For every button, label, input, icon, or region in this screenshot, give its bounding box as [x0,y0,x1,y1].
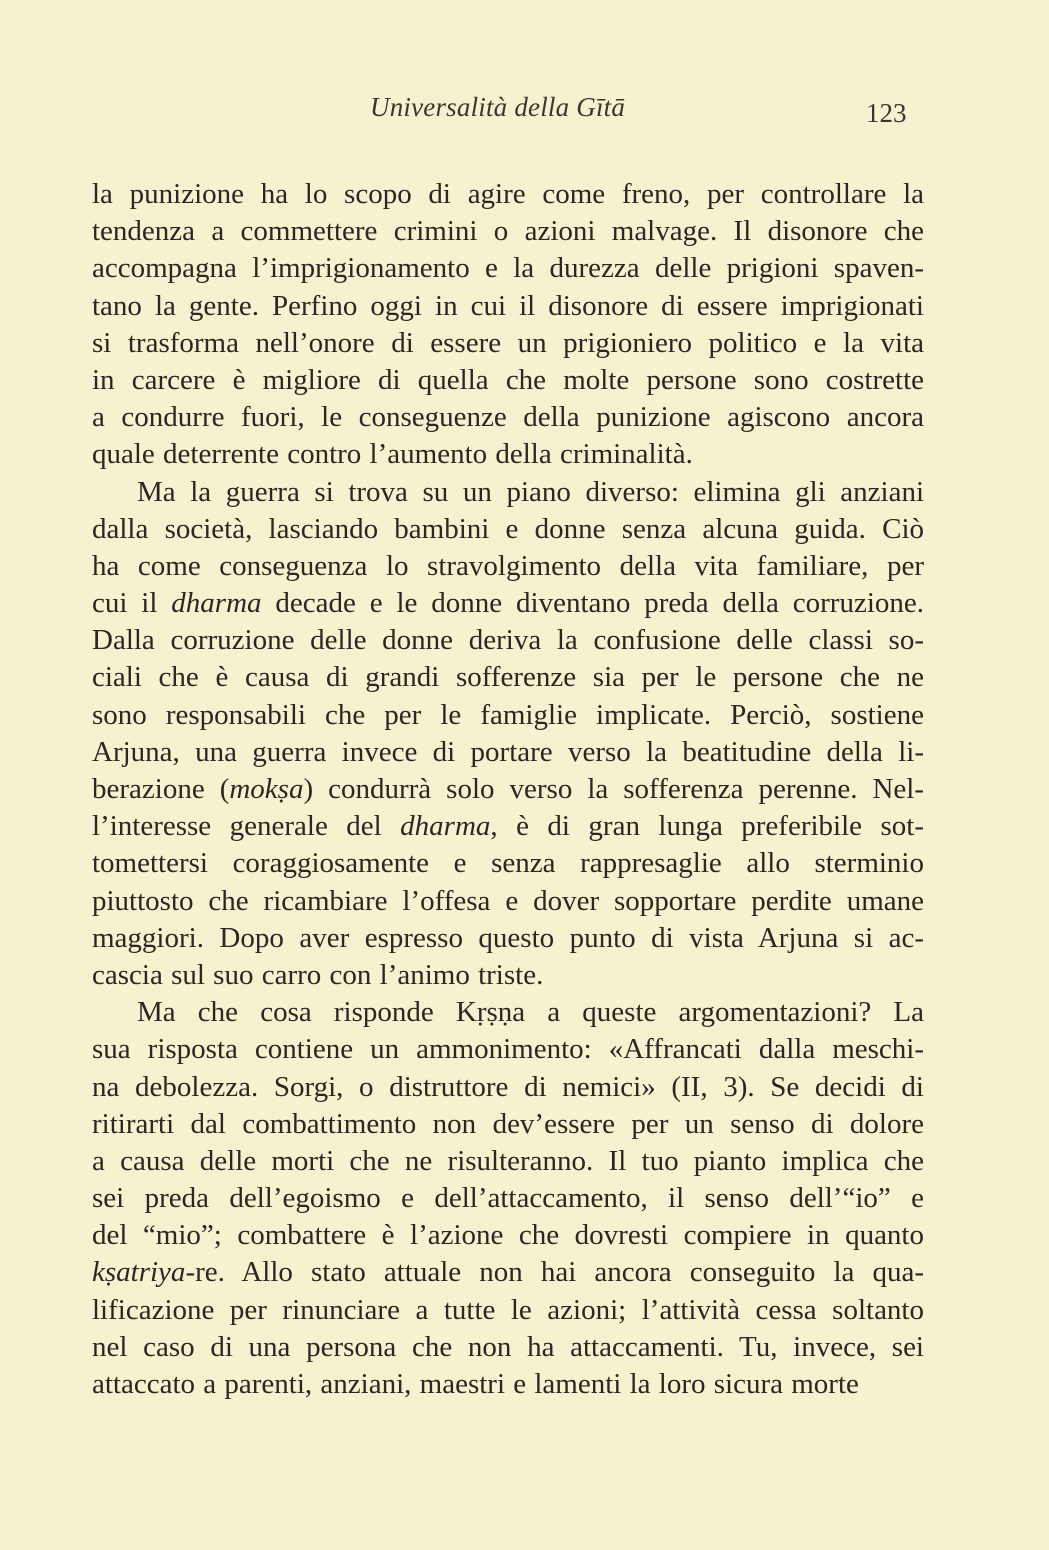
paragraph-2 [92,474,924,995]
text-line: tendenza a commettere crimini o azioni malvage. Il disonore che [92,215,924,248]
text-line: berazione (mokṣa) condurrà solo verso la sofferenza perenne. Nel- [92,773,924,805]
text-line: cascia sul suo carro con l’animo triste. [92,958,544,991]
text-line: accompagna l’imprigionamento e la durezza delle prigioni spaven- [92,252,924,285]
page-header [0,92,1049,132]
text-line: sua risposta contiene un ammonimento: «Affrancati dalla meschi- [92,1033,924,1066]
text-line: l’interesse generale del dharma, è di gran lunga preferibile sot- [92,810,924,843]
text-line: ha come conseguenza lo stravolgimento della vita familiare, per [92,549,924,582]
text-line: a condurre fuori, le conseguenze della punizione agiscono ancora [92,401,924,434]
text-line: si trasforma nell’onore di essere un prigioniero politico e la vita [92,326,924,359]
text-line: sei preda dell’egoismo e dell’attaccamento, il senso dell’“io” e [92,1182,924,1215]
running-title: Universalità della Gītā [370,92,626,122]
text-line: Ma la guerra si trova su un piano diverso: elimina gli anziani [137,475,924,508]
text-line: Ma che cosa risponde Kṛṣṇa a queste argomentazioni? La [137,996,924,1029]
text-line: ritirarti dal combattimento non dev’essere per un senso di dolore [92,1107,924,1140]
text-line: Dalla corruzione delle donne deriva la confusione delle classi so- [92,624,924,657]
text-line: nel caso di una persona che non ha attaccamenti. Tu, invece, sei [92,1330,924,1363]
text-line: cui il dharma decade e le donne diventano preda della corruzione. [92,587,925,620]
text-line: quale deterrente contro l’aumento della criminalità. [92,438,693,471]
text-line: a causa delle morti che ne risulteranno. Il tuo pianto implica che [92,1144,924,1177]
paragraph-3 [92,994,924,1403]
text-line: kṣatriya-re. Allo stato attuale non hai ancora conseguito la qua- [92,1256,924,1289]
text-line: sono responsabili che per le famiglie implicate. Perciò, sostiene [92,698,924,731]
page-number: 123 [866,98,907,128]
text-line: ciali che è causa di grandi sofferenze sia per le persone che ne [92,661,924,694]
paragraph-1 [92,176,924,474]
text-line: tomettersi coraggiosamente e senza rappresaglie allo sterminio [92,847,924,880]
text-line: in carcere è migliore di quella che molte persone sono costrette [92,363,924,396]
text-line: del “mio”; combattere è l’azione che dovresti compiere in quanto [92,1219,924,1252]
text-line: lificazione per rinunciare a tutte le azioni; l’attività cessa soltanto [92,1293,924,1326]
text-line: na debolezza. Sorgi, o distruttore di nemici» (II, 3). Se decidi di [92,1070,924,1103]
text-line: attaccato a parenti, anziani, maestri e lamenti la loro sicura morte [92,1368,859,1400]
body-text [92,176,924,1403]
text-line: tano la gente. Perfino oggi in cui il disonore di essere imprigionati [92,289,924,322]
text-line: la punizione ha lo scopo di agire come freno, per controllare la [92,178,924,210]
text-line: Arjuna, una guerra invece di portare verso la beatitudine della li- [92,735,924,768]
text-line: piuttosto che ricambiare l’offesa e dover sopportare perdite umane [92,884,924,917]
text-line: dalla società, lasciando bambini e donne senza alcuna guida. Ciò [92,512,924,545]
text-line: maggiori. Dopo aver espresso questo punto di vista Arjuna si ac- [92,921,924,954]
